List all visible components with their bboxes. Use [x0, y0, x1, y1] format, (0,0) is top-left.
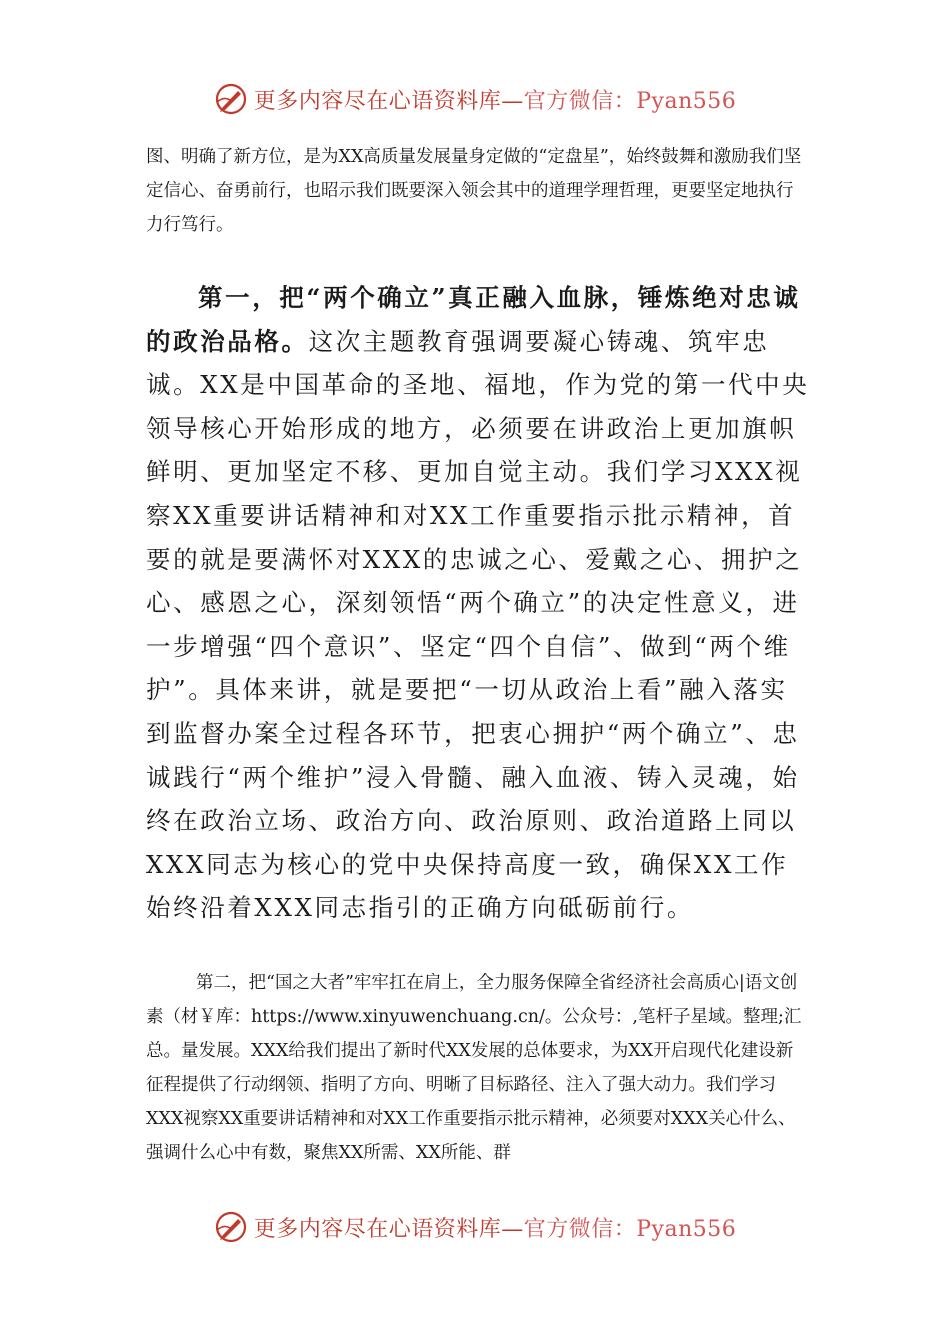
- pen-logo-icon: [214, 1210, 248, 1244]
- banner-text: 更多内容尽在心语资料库—官方微信：Pyan556: [253, 88, 737, 114]
- first-point-body: 这次主题教育强调要凝心铸魂、筑牢忠诚。XX是中国革命的圣地、福地，作为党的第一代中央领导核心开始形成的地方，必须要在讲政治上更加旗帜鲜明、更加坚定不移、更加自觉主动。我们学习XXX视察XX重要讲话精神和对XX工作重要指示批示精神，首要的就是要满怀对XXX的忠诚之心、爱戴之心、拥护之心、感恩之心，深刻领悟“两个确立”的决定性意义，进一步增强“四个意识”、坚定“四个自信”、做到“两个维护”。具体来讲，就是要把“一切从政治上看”融入落实到监督办案全过程各环节，把衷心拥护“两个确立”、忠诚践行“两个维护”浸入骨髓、融入血液、铸入灵魂，始终在政治立场、政治方向、政治原则、政治道路上同以XXX同志为核心的党中央保持高度一致，确保XX工作始终沿着XXX同志指引的正确方向砥砺前行。: [146, 326, 810, 923]
- footer-banner: [0, 1210, 950, 1244]
- second-point-text: 第二，把“国之大者”牢牢扛在肩上，全力服务保障全省经济社会高质心|语文创素（材￥库：https://www.xinyuwenchuang.cn/。公众号：,笔杆子星域。整理;汇总。量发展。XXX给我们提出了新时代XX发展的总体要求，为XX开启现代化建设新征程提供了行动纲领、指明了方向、明晰了目标路径、注入了强大动力。我们学习XXX视察XX重要讲话精神和对XX工作重要指示批示精神，必须要对XXX关心什么、强调什么心中有数，聚焦XX所需、XX所能、群: [146, 973, 802, 1163]
- banner-text: 更多内容尽在心语资料库—官方微信：Pyan556: [253, 1216, 737, 1242]
- first-point-paragraph: [146, 276, 811, 930]
- second-point-paragraph: [146, 966, 806, 1170]
- header-banner: [0, 82, 950, 116]
- first-point-heading: 第一，把“两个确立”真正融入血脉，锤炼绝对忠诚的政治品格。: [146, 283, 801, 356]
- pen-logo-icon: [214, 82, 248, 116]
- intro-paragraph: 图、明确了新方位，是为XX高质量发展量身定做的“定盘星”，始终鼓舞和激励我们坚定信心、奋勇前行，也昭示我们既要深入领会其中的道理学理哲理，更要坚定地执行力行笃行。: [146, 147, 802, 235]
